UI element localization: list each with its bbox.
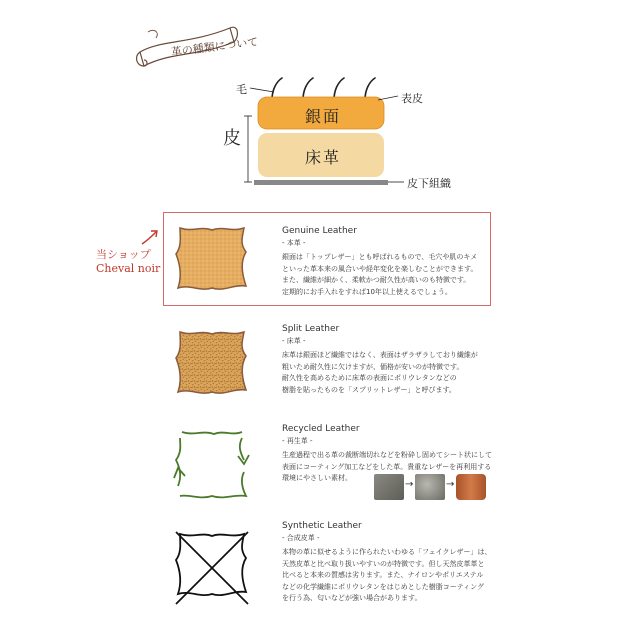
description-line: などの化学繊維にポリウレタンをはじめとした樹脂コーティング: [282, 582, 485, 591]
scrap-leather-image: [374, 474, 404, 500]
subcutaneous-layer-shape: [254, 180, 388, 185]
entry-title: Split Leather: [282, 324, 340, 334]
description-line: 生産過程で出る革の裁断端切れなどを粉砕し固めてシート状にして: [282, 451, 492, 459]
description-line: また、繊維が細かく、柔軟かつ耐久性が高いのも特徴です。: [282, 276, 471, 284]
entry-title: Synthetic Leather: [282, 521, 362, 531]
synthetic-leather-icon: [172, 528, 252, 608]
recycled-leather-roll-image: [456, 474, 486, 500]
arrow-right-icon: →: [446, 479, 455, 490]
entry-description: [282, 350, 478, 396]
description-line: 銀面は「トップレザー」とも呼ばれるもので、毛穴や肌のキメ: [282, 253, 478, 261]
hair-label: 毛: [236, 83, 247, 96]
shredded-leather-image: [415, 474, 445, 500]
description-line: 床革は銀面ほど繊維ではなく、表面はザラザラしており繊維が: [282, 351, 478, 359]
description-line: 粗いため耐久性に欠けますが、価格が安いのが特徴です。: [282, 362, 464, 371]
entry-description: [282, 252, 477, 298]
shop-label: [96, 248, 160, 276]
split-leather-icon: [172, 326, 252, 402]
banner-title: 革の種類について: [170, 35, 259, 59]
genuine-leather-icon: [172, 222, 252, 298]
description-line: 耐久性を高めるために床革の表面にポリウレタンなどの: [282, 374, 457, 382]
description-line: 表面にコーティング加工などをした革。貴重なレザーを再利用する: [282, 462, 492, 471]
entry-description: [282, 547, 492, 605]
description-line: 天然皮革と比べ取り扱いやすいのが特徴です。但し天然皮革革と: [282, 559, 485, 568]
description-line: 比べると本来の質感は劣ります。また、ナイロンやポリエステル: [282, 571, 484, 579]
recycle-leather-icon: [172, 424, 252, 504]
grain-layer-label: 銀面: [305, 107, 342, 126]
arrow-icon: [140, 228, 162, 246]
entry-title: Genuine Leather: [282, 226, 357, 236]
entry-subtitle: - 床革 -: [282, 337, 306, 345]
split-layer-label: 床革: [305, 148, 342, 167]
skin-label: 皮: [223, 128, 241, 149]
description-line: 樹脂を貼ったものを「スプリットレザー」と呼びます。: [282, 385, 456, 394]
subcutaneous-label: 皮下組織: [407, 177, 451, 190]
entry-subtitle: - 本革 -: [282, 239, 306, 247]
skin-diagram: [228, 70, 458, 190]
entry-subtitle: - 合成皮革 -: [282, 534, 320, 542]
shop-label-line2: Cheval noir: [96, 262, 161, 275]
description-line: といった革本来の風合いや経年変化を楽しむことができます。: [282, 264, 478, 273]
epidermis-label: 表皮: [401, 92, 423, 105]
description-line: 定期的にお手入れをすれば10年以上使えるでしょう。: [282, 287, 452, 296]
description-line: を行う為、匂いなどが強い場合があります。: [282, 594, 422, 602]
arrow-right-icon: →: [405, 479, 414, 490]
description-line: 本物の革に似せるように作られたいわゆる「フェイクレザー」は、: [282, 548, 492, 556]
description-line: 環境にやさしい素材。: [282, 474, 352, 482]
entry-title: Recycled Leather: [282, 424, 360, 434]
shop-label-line1: 当ショップ: [96, 248, 151, 261]
entry-subtitle: - 再生革 -: [282, 437, 313, 445]
